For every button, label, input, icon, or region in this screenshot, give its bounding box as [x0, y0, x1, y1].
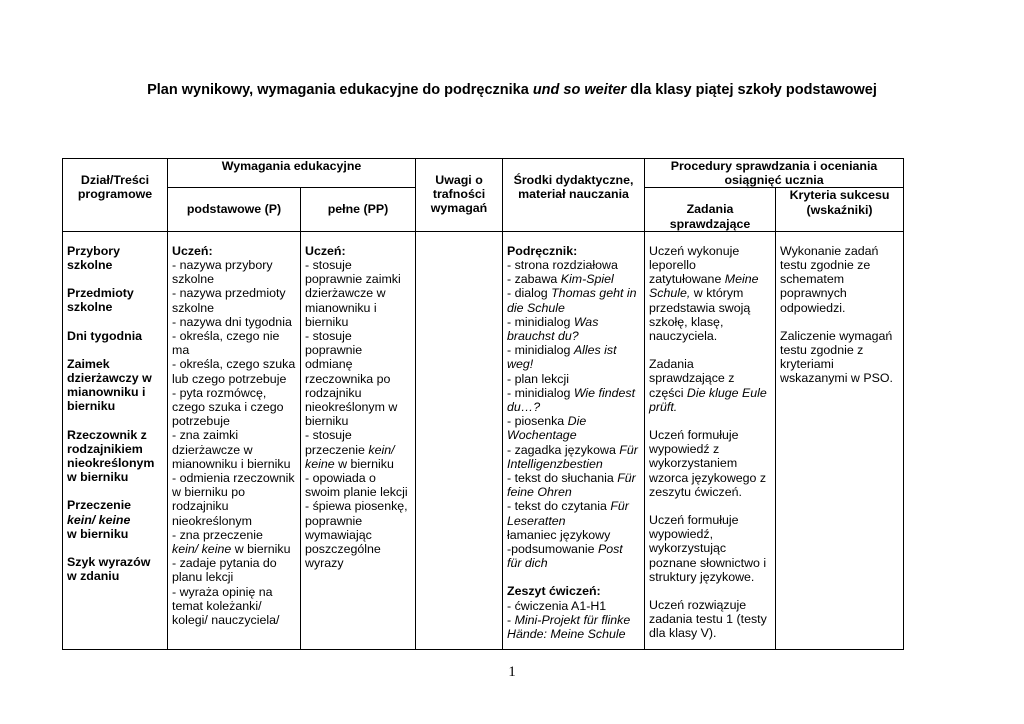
- pelne-item-b: kein/ keine: [305, 442, 395, 471]
- topic-dni: Dni tygodnia: [67, 328, 143, 343]
- srodki-item: [507, 286, 640, 314]
- srodki-item: łamaniec językowy: [507, 527, 611, 542]
- pelne-item: - opowiada o swoim planie lekcji: [305, 471, 408, 500]
- podstawowe-item: - określa, czego nie ma: [172, 329, 280, 358]
- podstawowe-item: - nazywa przybory szkolne: [172, 258, 273, 287]
- title-text: Plan wynikowy, wymagania edukacyjne do podręcznika: [147, 82, 533, 98]
- podstawowe-header: Uczeń:: [172, 243, 213, 258]
- zadania-item: Uczeń formułuje wypowiedź z wykorzystaniem wzorca językowego z zeszytu ćwiczeń.: [649, 428, 767, 499]
- cell-podstawowe: [168, 231, 301, 649]
- zadania-item-b: Meine Schule,: [649, 272, 759, 301]
- srodki-item: [507, 343, 640, 371]
- srodki-item: - plan lekcji: [507, 371, 569, 386]
- srodki-item-a: - minidialog: [507, 385, 574, 400]
- cell-kryteria: [776, 231, 904, 649]
- srodki-item-b: Wie findest du…?: [507, 385, 636, 415]
- srodki-item-a: - minidialog: [507, 314, 574, 329]
- podstawowe-item-b: kein/ keine: [172, 542, 232, 557]
- document-title: [0, 82, 1024, 98]
- pelne-item-c: w bierniku: [334, 456, 394, 471]
- podstawowe-item-c: w bierniku: [231, 542, 291, 557]
- srodki-item: - strona rozdziałowa: [507, 258, 618, 273]
- srodki-podrecznik: Podręcznik:: [507, 243, 578, 258]
- zadania-item-c: w którym przedstawia swoją szkołę, klasę, nauczyciela.: [649, 286, 751, 344]
- topic-szyk: Szyk wyrazów w zdaniu: [67, 555, 151, 584]
- srodki-item-b: Für Intelligenzbestien: [507, 442, 638, 471]
- header-wymagania: Wymagania edukacyjne: [168, 159, 416, 188]
- srodki-item-a: - piosenka: [507, 414, 568, 429]
- srodki-item-a: - zagadka językowa: [507, 442, 620, 457]
- cell-pelne: [301, 231, 416, 649]
- topic-rzeczownik: Rzeczownik z rodzajnikiem nieokreślonym w bierniku: [67, 427, 155, 485]
- podstawowe-item: - zna zaimki dzierżawcze w mianowniku i bierniku: [172, 428, 291, 471]
- srodki-item-a: - zabawa: [507, 272, 561, 287]
- title-book-name: und so weiter: [532, 82, 627, 98]
- zadania-item: [649, 244, 771, 343]
- srodki-item-a: - tekst do słuchania: [507, 471, 618, 486]
- podstawowe-item-a: - zna przeczenie: [172, 527, 263, 542]
- zadania-item: Uczeń rozwiązuje zadania testu 1 (testy dla klasy V).: [649, 598, 767, 641]
- cell-zadania: [645, 231, 776, 649]
- cell-srodki: [503, 231, 645, 649]
- srodki-item-a: - minidialog: [507, 343, 574, 358]
- zadania-item: Uczeń formułuje wypowiedź, wykorzystując poznane słownictwo i struktury językowe.: [649, 513, 767, 584]
- podstawowe-item: - nazywa przedmioty szkolne: [172, 286, 286, 315]
- srodki-item: [507, 471, 640, 499]
- topic-przeczenie: [67, 498, 163, 541]
- pelne-item: - stosuje poprawnie zaimki dzierżawcze w mianowniku i bierniku: [305, 258, 401, 329]
- cell-uwagi: [416, 231, 503, 649]
- podstawowe-item: - odmienia rzeczownik w bierniku po rodzajniku nieokreślonym: [172, 471, 295, 528]
- kryteria-item: Zaliczenie wymagań testu zgodnie z kryteriami wskazanymi w PSO.: [780, 328, 893, 386]
- podstawowe-item: - określa, czego szuka lub czego potrzebuje: [172, 357, 296, 386]
- header-dzial: Dział/Treści programowe: [63, 159, 168, 232]
- srodki-item-b: Was brauchst du?: [507, 314, 599, 344]
- topic-przedmioty: Przedmioty szkolne: [67, 286, 134, 315]
- plan-table: [62, 158, 904, 650]
- header-podstawowe: podstawowe (P): [168, 188, 301, 231]
- podstawowe-item: - nazywa dni tygodnia: [172, 314, 292, 329]
- header-kryteria: Kryteria sukcesu (wskaźniki): [776, 188, 904, 231]
- pelne-header: Uczeń:: [305, 243, 346, 258]
- topic-przeczenie-c: w bierniku: [67, 526, 129, 541]
- header-srodki: Środki dydaktyczne, materiał nauczania: [503, 159, 645, 232]
- srodki-item: - ćwiczenia A1-H1: [507, 598, 607, 613]
- title-text-end: dla klasy piątej szkoły podstawowej: [626, 82, 877, 98]
- podstawowe-item: - wyraża opinię na temat koleżanki/ kolegi/ nauczyciela/: [172, 584, 280, 628]
- srodki-item-a: - tekst do czytania: [507, 499, 611, 514]
- srodki-item-a: - dialog: [507, 286, 552, 301]
- topic-przybory: Przybory szkolne: [67, 243, 121, 273]
- topic-przeczenie-a: Przeczenie: [67, 498, 132, 513]
- page-number: 1: [508, 664, 516, 680]
- podstawowe-item: - zadaje pytania do planu lekcji: [172, 556, 277, 585]
- podstawowe-item: - pyta rozmówcę, czego szuka i czego potrzebuje: [172, 385, 284, 429]
- srodki-item: [507, 613, 640, 641]
- zadania-item: [649, 357, 771, 414]
- topic-zaimek: Zaimek dzierżawczy w mianowniku i bierniku: [67, 356, 152, 414]
- srodki-item-b: Kim-Spiel: [560, 272, 614, 287]
- srodki-item-b: Mini-Projekt für flinke Hände: Meine Schule: [507, 612, 631, 642]
- podstawowe-item: [172, 528, 296, 556]
- zadania-item-a: Zadania sprawdzające z części: [649, 357, 735, 400]
- srodki-item-b: Für feine Ohren: [507, 471, 636, 500]
- cell-dzial: [63, 231, 168, 649]
- pelne-item: - śpiewa piosenkę, poprawnie wymawiając poszczególne wyrazy: [305, 499, 408, 571]
- srodki-item: [507, 443, 640, 471]
- srodki-item-a: -podsumowanie: [507, 542, 598, 557]
- srodki-item: [507, 315, 640, 343]
- topic-przeczenie-b: kein/ keine: [67, 512, 131, 527]
- zadania-item-a: Uczeń wykonuje leporello zatytułowane: [649, 243, 740, 287]
- srodki-zeszyt: Zeszyt ćwiczeń:: [507, 584, 601, 599]
- srodki-item-b: Für Leseratten: [507, 499, 629, 528]
- srodki-item-b: Thomas geht in die Schule: [507, 286, 637, 315]
- zadania-item-b: Die kluge Eule prüft.: [649, 385, 767, 414]
- srodki-item: [507, 386, 640, 414]
- srodki-item: [507, 272, 640, 286]
- srodki-item-a: -: [507, 612, 515, 627]
- header-uwagi: Uwagi o trafności wymagań: [416, 159, 503, 232]
- pelne-item: [305, 428, 411, 471]
- srodki-item-b: Die Wochentage: [507, 414, 587, 443]
- srodki-item-b: Alles ist weg!: [507, 343, 617, 372]
- srodki-item: [507, 414, 640, 442]
- pelne-item-a: - stosuje przeczenie: [305, 428, 369, 457]
- srodki-item: [507, 499, 640, 527]
- header-pelne: pełne (PP): [301, 188, 416, 231]
- srodki-item: [507, 542, 640, 570]
- header-zadania: Zadania sprawdzające: [645, 188, 776, 231]
- header-procedury: Procedury sprawdzania i oceniania osiągnięć ucznia: [645, 159, 904, 188]
- pelne-item: - stosuje poprawnie odmianę rzeczownika po rodzajniku nieokreślonym w bierniku: [305, 329, 398, 429]
- kryteria-item: Wykonanie zadań testu zgodnie ze schematem poprawnych odpowiedzi.: [780, 243, 879, 315]
- srodki-item-b: Post für dich: [507, 542, 623, 571]
